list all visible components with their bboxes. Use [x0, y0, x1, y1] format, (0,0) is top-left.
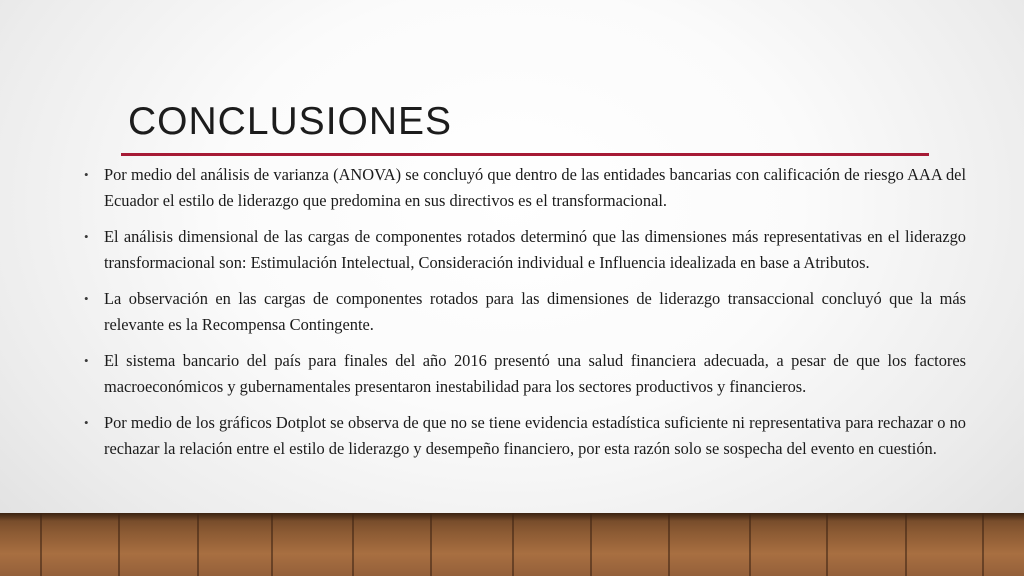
bullet-dot-icon: • [84, 167, 89, 182]
floor-plank-seam [197, 513, 199, 576]
floor-plank-seam [430, 513, 432, 576]
bullet-text: Por medio de los gráficos Dotplot se observa de que no se tiene evidencia estadística suficiente ni representativa para rechazar o no rechazar la relación entre el estilo de liderazgo y desempeño financiero, por esta razón solo se sospecha del evento en cuestión. [104, 413, 966, 458]
floor-plank-seam [826, 513, 828, 576]
slide-title: CONCLUSIONES [128, 100, 453, 143]
floor-plank-seam [118, 513, 120, 576]
floor-plank-seam [668, 513, 670, 576]
bullet-item [84, 286, 966, 338]
bullet-text: La observación en las cargas de componentes rotados para las dimensiones de liderazgo transaccional concluyó que la más relevante es la Recompensa Contingente. [104, 289, 966, 334]
bullet-item [84, 410, 966, 462]
bullet-text: Por medio del análisis de varianza (ANOVA) se concluyó que dentro de las entidades bancarias con calificación de riesgo AAA del Ecuador el estilo de liderazgo que predomina en sus directivos es el transformacional. [104, 165, 966, 210]
bullet-dot-icon: • [84, 229, 89, 244]
floor-plank-seam [590, 513, 592, 576]
floor-plank-seam [749, 513, 751, 576]
floor-plank-seam [905, 513, 907, 576]
bullet-dot-icon: • [84, 353, 89, 368]
bullet-dot-icon: • [84, 415, 89, 430]
floor-plank-seam [271, 513, 273, 576]
bullet-item [84, 224, 966, 276]
floor-plank-seam [982, 513, 984, 576]
floor-plank-seam [352, 513, 354, 576]
bullet-dot-icon: • [84, 291, 89, 306]
title-underline [121, 153, 929, 156]
floor-plank-seam [512, 513, 514, 576]
wood-floor-decoration [0, 513, 1024, 576]
bullet-text: El sistema bancario del país para finales del año 2016 presentó una salud financiera adecuada, a pesar de que los factores macroeconómicos y gubernamentales presentaron inestabilidad para los sectores productivos y financieros. [104, 351, 966, 396]
bullet-list [84, 162, 966, 472]
floor-plank-seam [40, 513, 42, 576]
bullet-item [84, 348, 966, 400]
bullet-item [84, 162, 966, 214]
bullet-text: El análisis dimensional de las cargas de componentes rotados determinó que las dimensiones más representativas en el liderazgo transformacional son: Estimulación Intelectual, Consideración individual e Influencia idealizada en base a Atributos. [104, 227, 966, 272]
